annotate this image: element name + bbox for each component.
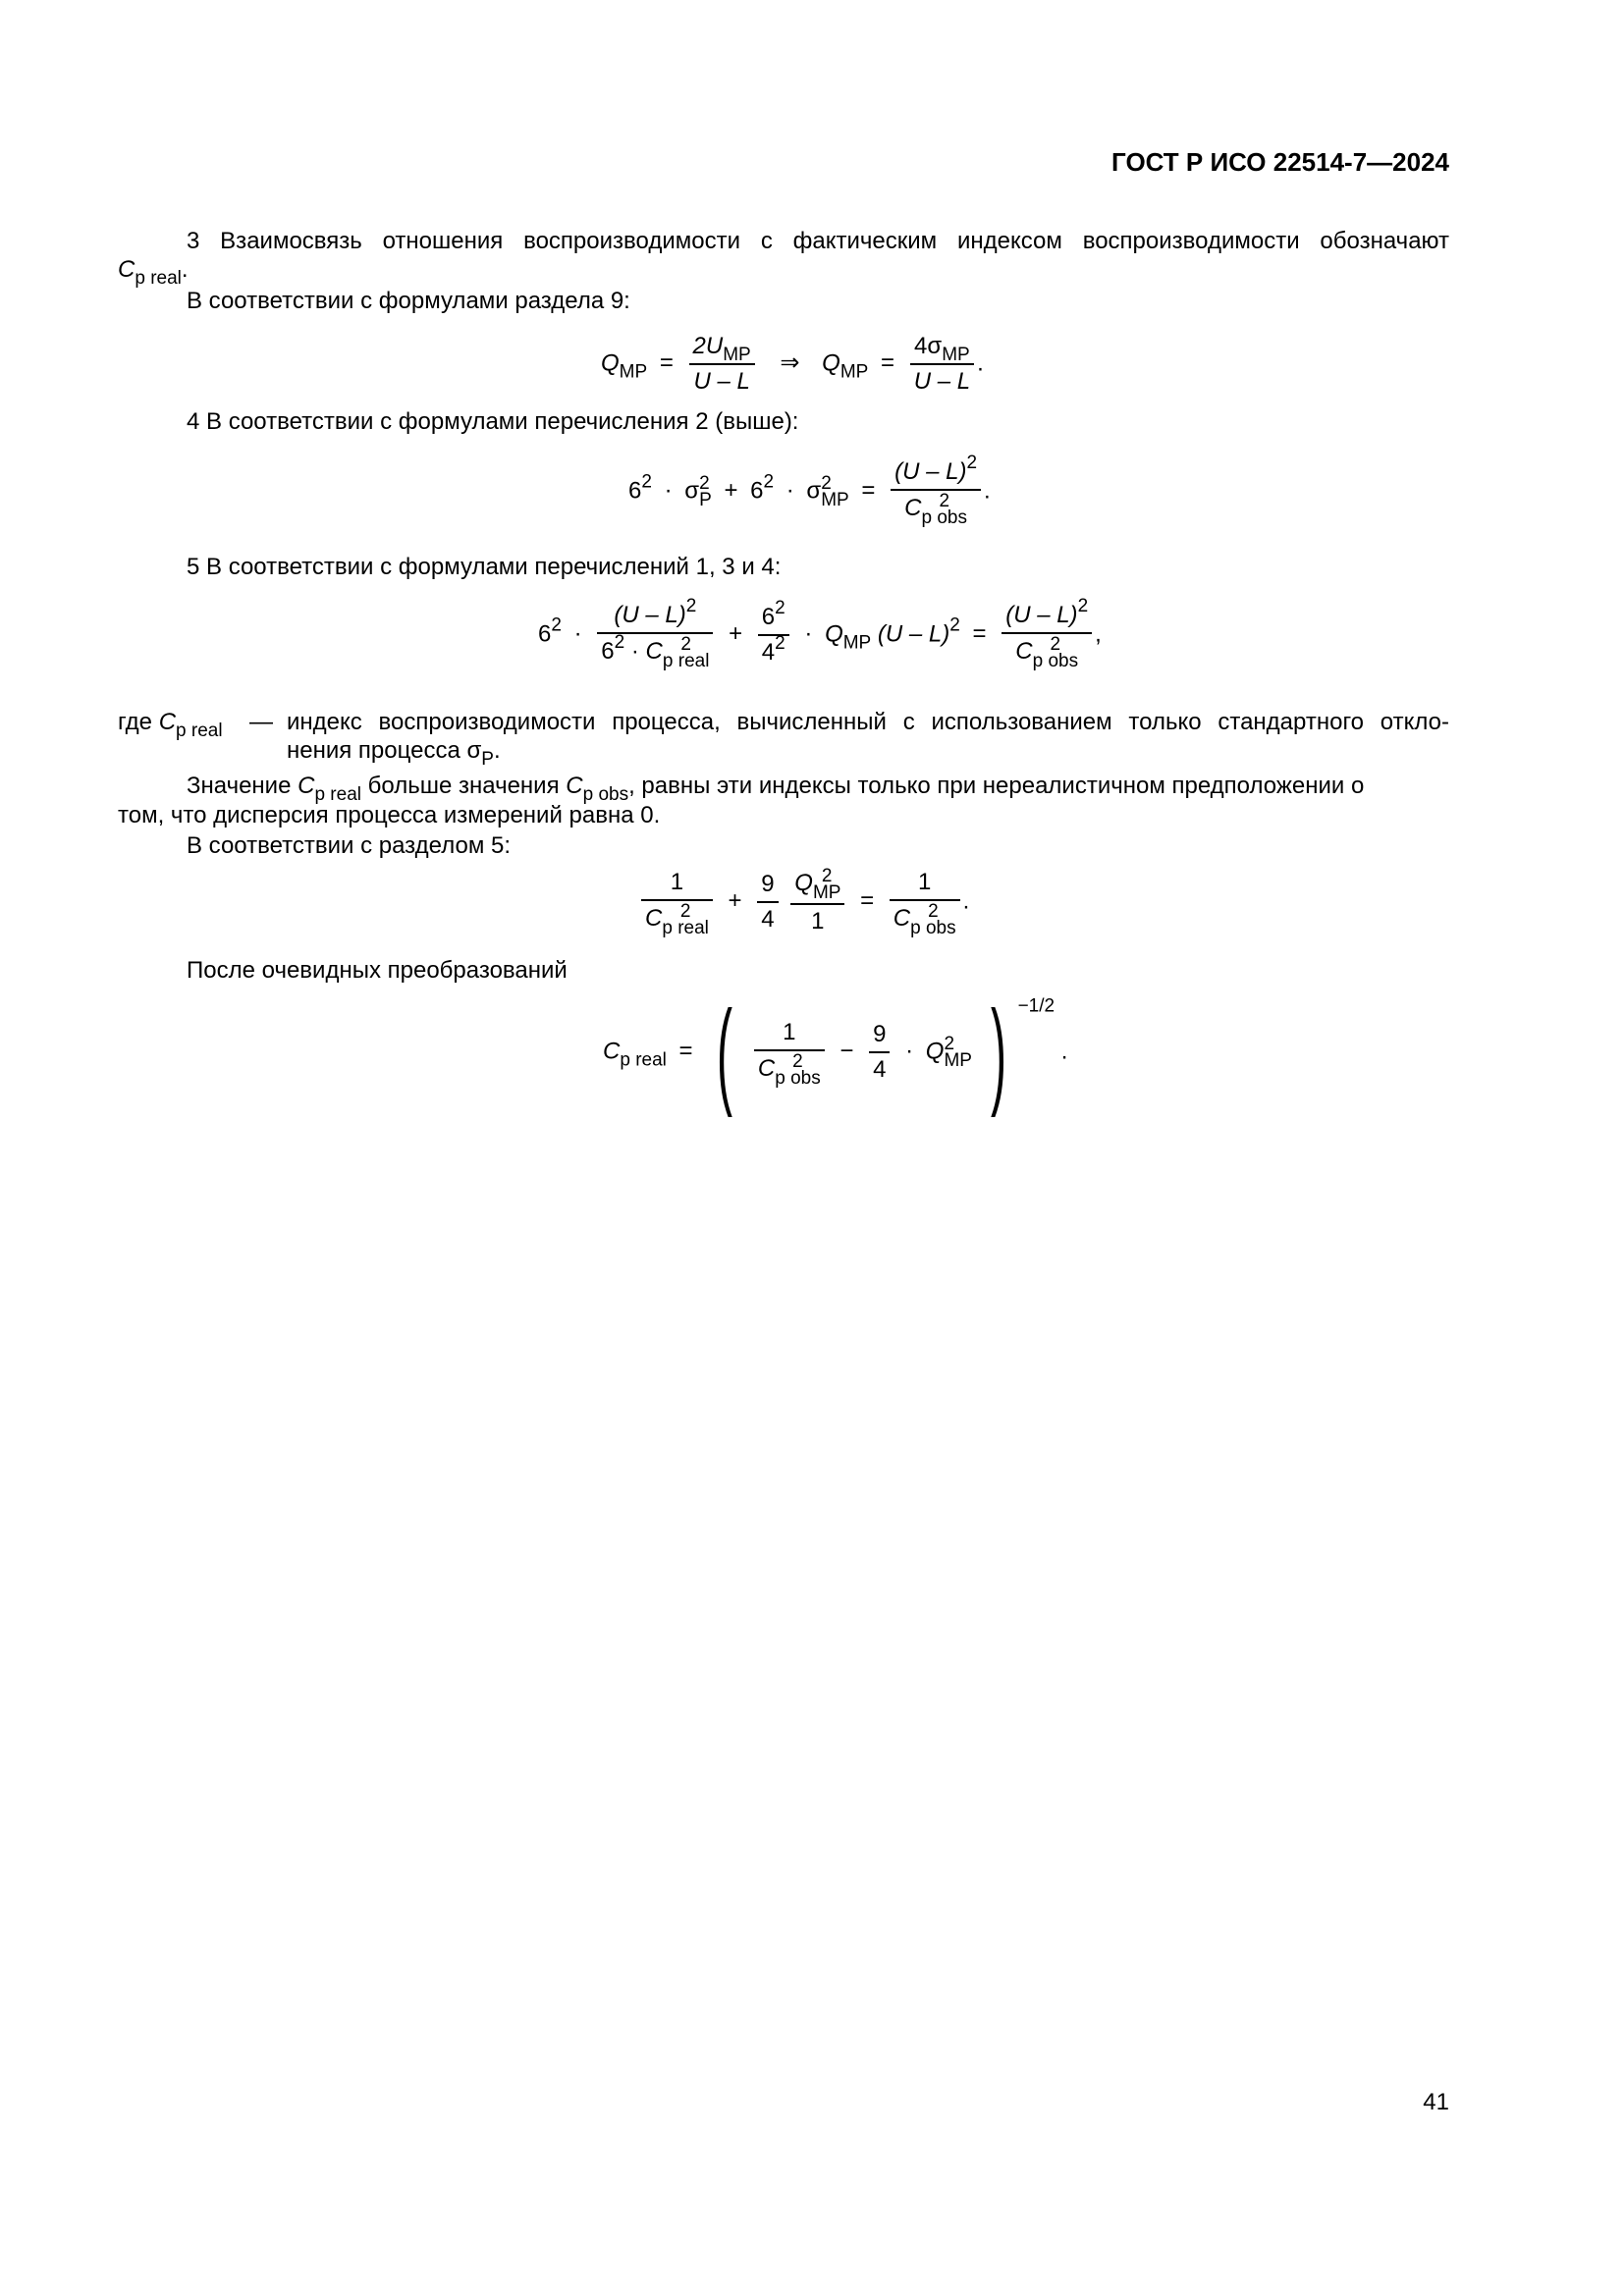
punct: . [984, 477, 991, 505]
fraction [1001, 596, 1092, 671]
punct: . [493, 737, 501, 764]
punct: . [181, 256, 189, 283]
subscript: p obs [582, 784, 629, 805]
fraction [689, 332, 755, 397]
fraction [869, 1020, 890, 1085]
denominator: 4 [873, 1056, 887, 1083]
c-symbol: C [566, 773, 583, 799]
denominator: C [904, 495, 922, 521]
term: 6 [538, 620, 552, 648]
subscript: MP [821, 490, 849, 511]
exponent: 2 [949, 614, 960, 636]
subscript: MP [812, 882, 841, 903]
left-paren: ( [717, 987, 733, 1118]
c-symbol: C [645, 638, 663, 665]
fraction [891, 453, 981, 528]
exponent: 2 [928, 901, 939, 922]
numerator: (U – L) [894, 458, 967, 485]
c-symbol: C [158, 709, 177, 735]
subscript: p real [314, 784, 361, 805]
equation-4: 1 C 2 p real + $\frac{9}{4}$ Q 2 MP 1 = 1 C 2 p obs . [638, 868, 969, 936]
text: больше значения [360, 773, 567, 799]
punct: . [1060, 1038, 1068, 1065]
item-3-text: 3 Взаимосвязь отношения воспроизводимости с фактическим индексом воспроизводимости обозначают [187, 228, 1449, 254]
exponent: 2 [821, 866, 833, 886]
denominator: 1 [811, 908, 825, 934]
denominator: C [757, 1055, 776, 1082]
subscript: p real [176, 721, 223, 741]
c-symbol: C [298, 773, 315, 799]
fraction [754, 1018, 825, 1087]
right-paren: ) [990, 987, 1006, 1118]
q-symbol: Q [822, 349, 840, 377]
subscript: p real [662, 651, 710, 671]
equation-3: $6^2$ · (U – L)$^2$ $6^2 \cdot C$ 2 p real + $\frac{6^2}{4^2}$ · $Q_{MP}$ (U – L)$^2$ = (U – L)$^2$ C 2 p obs , [538, 596, 1102, 671]
fraction: (U – L)$^2$ $6^2 \cdot C$ 2 p real [597, 601, 713, 669]
numerator: 1 [754, 1018, 825, 1051]
symbol-subscript: p real [135, 268, 182, 289]
q-subscript: MP [839, 361, 869, 383]
punct: . [962, 887, 970, 915]
subscript: p obs [1032, 651, 1079, 671]
item-3-line2: В соответствии с формулами раздела 9: [187, 288, 630, 314]
exponent: 2 [944, 1034, 955, 1055]
equation-2: $6^2 \cdot \sigma$ 2 P + $6^2 \cdot \sigma$ 2 MP = (U – L)$^2$ C 2 p obs . [628, 453, 991, 528]
item-4-text: 4 В соответствии с формулами перечисления 2 (выше): [187, 408, 799, 435]
subscript: p real [620, 1049, 667, 1071]
numerator: 9 [757, 870, 778, 903]
q-symbol: Q [825, 620, 843, 648]
punct: , [1095, 620, 1102, 648]
term: 6 [750, 477, 764, 505]
exponent: 2 [1050, 634, 1061, 655]
exponent: 2 [1077, 596, 1089, 616]
numerator: 1 [641, 868, 713, 901]
subscript: p obs [921, 507, 967, 528]
term: (U – L) [877, 620, 950, 648]
where-description-line1: индекс воспроизводимости процесса, вычисленный с использованием только стандартного откло- [287, 709, 1449, 735]
numerator: 9 [869, 1020, 890, 1053]
q-symbol: Q [601, 349, 620, 377]
exponent: 2 [685, 596, 697, 616]
denominator: C [893, 905, 911, 932]
text: , равны эти индексы только при нереалистичном предположении о [628, 773, 1365, 799]
exponent: 2 [679, 901, 691, 922]
symbol-c: C [118, 256, 135, 283]
numerator: 1 [890, 868, 960, 901]
after-transform-text: После очевидных преобразований [187, 957, 568, 984]
fraction [890, 868, 960, 936]
value-paragraph-line1 [187, 772, 1449, 805]
numerator-subscript: MP [723, 345, 751, 365]
exponent: 2 [551, 614, 562, 636]
equation-1: $Q_{MP}$ = $\frac{2U_{MP}}{U - L}$ ⇒ $Q_{MP}$ = $\frac{4\sigma_{MP}}{U - L}$ . [601, 333, 984, 395]
exponent: 2 [763, 471, 775, 493]
subscript: MP [944, 1050, 972, 1072]
numerator: (U – L) [1005, 602, 1078, 628]
numerator: 4σ [914, 333, 943, 359]
equation-5: $C_{p real}$ = ( 1 C 2 p obs − $\frac{9}{4}$ · Q 2 MP ) $^{-1/2}$ . [603, 987, 1068, 1118]
item-5-text: 5 В соответствии с формулами перечислений 1, 3 и 4: [187, 554, 782, 580]
numerator: 6 [761, 604, 776, 630]
text: Значение [187, 773, 298, 799]
q-subscript: MP [619, 361, 648, 383]
term: 6 [628, 477, 642, 505]
exponent: 2 [775, 598, 785, 618]
sigma: σ [684, 477, 700, 505]
exponent: 2 [641, 471, 652, 493]
c-symbol: C [603, 1038, 621, 1065]
exponent: 2 [966, 453, 978, 473]
numerator-subscript: MP [942, 345, 970, 365]
where-label [118, 708, 223, 741]
subscript: MP [842, 632, 872, 654]
subscript: P [699, 490, 712, 511]
denominator: C [645, 905, 663, 932]
numerator: 2U [692, 333, 724, 359]
text: нения процесса σ [287, 737, 482, 764]
subscript: p obs [910, 918, 956, 938]
denominator: 4 [761, 906, 775, 933]
exponent: −1/2 [1017, 995, 1056, 1017]
exponent: 2 [821, 473, 832, 495]
numerator: Q [794, 870, 813, 896]
exponent: 2 [680, 634, 691, 655]
exponent: 2 [792, 1051, 803, 1072]
denominator: U – L [693, 368, 750, 395]
section-5-text: В соответствии с разделом 5: [187, 832, 512, 859]
fraction [758, 598, 789, 667]
sigma: σ [806, 477, 822, 505]
fraction [641, 868, 713, 936]
fraction [790, 868, 844, 936]
fraction [757, 870, 778, 934]
exponent: 2 [699, 473, 710, 495]
numerator: (U – L) [614, 602, 686, 628]
denominator: U – L [913, 368, 971, 395]
denominator: 4 [761, 639, 776, 666]
document-id: ГОСТ Р ИСО 22514-7—2024 [1111, 147, 1449, 177]
where-dash: — [249, 709, 273, 735]
item-3-continuation [118, 255, 189, 289]
punct: . [977, 349, 984, 377]
denominator: C [1015, 638, 1033, 665]
page-number: 41 [1423, 2089, 1449, 2115]
implies-arrow: ⇒ [780, 349, 800, 377]
exponent: 2 [775, 633, 785, 654]
exponent: 2 [614, 632, 625, 653]
fraction [910, 332, 974, 397]
subscript: p real [662, 918, 709, 938]
term: 6 [601, 638, 615, 665]
value-paragraph-line2: том, что дисперсия процесса измерений равна 0. [118, 802, 661, 828]
subscript: p obs [775, 1068, 821, 1089]
subscript: P [481, 749, 494, 770]
where-word: где [118, 709, 153, 735]
q-symbol: Q [925, 1038, 945, 1065]
where-description-line2 [287, 736, 501, 770]
exponent: 2 [939, 491, 950, 511]
